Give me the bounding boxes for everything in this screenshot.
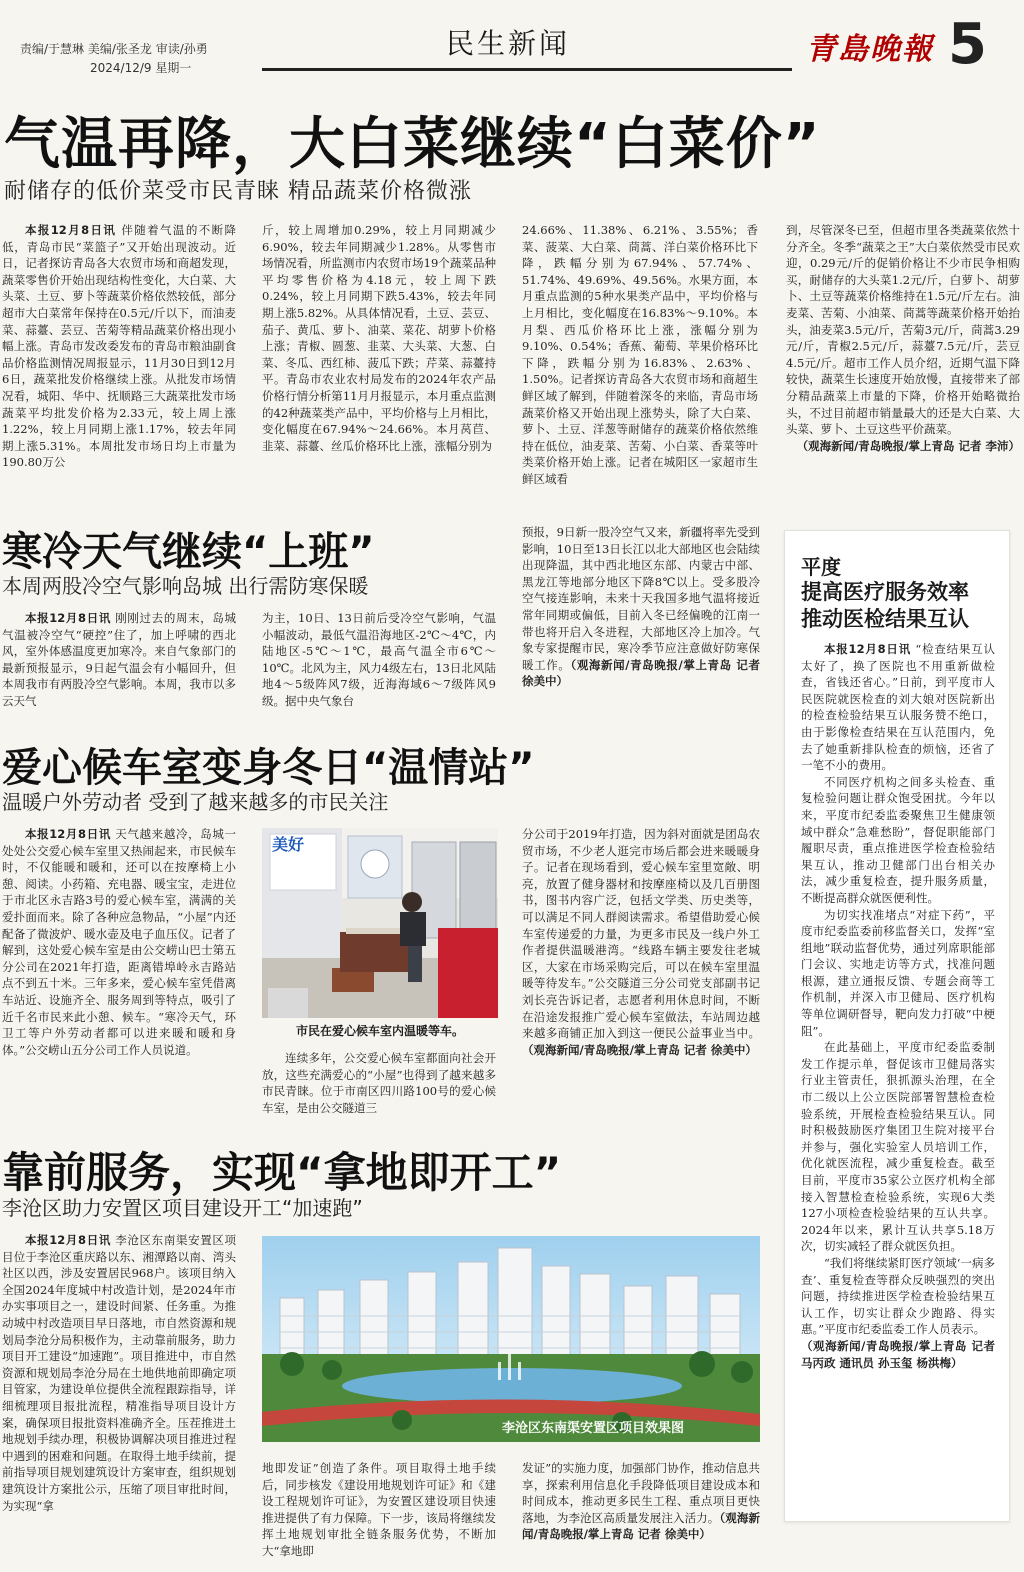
- sidebar-byline: （观海新闻/青岛晚报/掌上青岛 记者 马丙政 通讯员 孙玉玺 杨洪梅）: [801, 1338, 995, 1370]
- sidebar-para-1: “检查结果互认太好了，换了医院也不用重新做检查，省钱还省心。”日前，到平度市人民医院就医检查的刘大娘对医院新出的检查检验结果互认服务赞不绝口，由于影像检查结果在互认范围内，免去了她重新排队检查的烦恼，还省了一笔不小的费用。: [801, 642, 995, 773]
- article1-column-2: [262, 222, 496, 502]
- resettlement-project-rendering: [262, 1236, 760, 1442]
- sidebar-para-5: “我们将继续紧盯医疗领域‘一病多查’、重复检查等群众反映强烈的突出问题，持续推进医学检查检验结果互认工作，切实让群众少跑路、得实惠。”平度市纪委监委工作人员表示。: [801, 1255, 995, 1337]
- sidebar-headline-line-1: 提高医疗服务效率: [801, 580, 969, 604]
- sidebar-body: [801, 641, 995, 1511]
- article1-subheadline: 耐储存的低价菜受市民青睐 精品蔬菜价格微涨: [4, 179, 472, 204]
- page-number: 5: [948, 12, 987, 77]
- article1-dateline: 本报12月8日讯: [25, 223, 117, 237]
- article2-headline: 寒冷天气继续“上班”: [2, 529, 375, 575]
- article3-column-2: [262, 1050, 496, 1130]
- article3-subheadline: 温暖户外劳动者 受到了越来越多的市民关注: [2, 790, 389, 814]
- article1-byline: （观海新闻/青岛晚报/掌上青岛 记者 李沛）: [796, 438, 1020, 453]
- article1-text-1: 伴随着气温的不断降低，青岛市民“菜篮子”又开始出现波动。近日，记者探访青岛各大农贸市场和商超发现，蔬菜零售价开始出现结构性变化，大白菜、大头菜、土豆、萝卜等蔬菜价格依然较低，部分超市大白菜常年保持在0.5元/斤以下，而油麦菜、蒜薹、芸豆、苦菊等精品蔬菜价格出现小幅上涨。青岛市发改委发布的青岛市粮油副食品价格监测情况周报显示，11月30日到12月6日，蔬菜批发价格继续上涨。从批发市场情况看，城阳、华中、抚顺路三大蔬菜批发市场蔬菜平均批发价格为2.33元，较上周上涨1.22%，较上月同期上涨1.17%，较去年同期上涨5.31%。本周批发市场日均上市量为190.80万公: [2, 223, 236, 470]
- article4-headline: 靠前服务，实现“拿地即开工”: [2, 1148, 562, 1197]
- issue-date: 2024/12/9 星期一: [90, 61, 192, 75]
- newspaper-logo: 青島晚報: [806, 32, 934, 67]
- photo-wall-sign: 美好: [272, 835, 305, 854]
- sidebar-headline: [801, 579, 969, 633]
- sidebar-headline-line-2: 推动医检结果互认: [801, 607, 969, 631]
- article1-text-3: 24.66%、11.38%、6.21%、3.55%；香菜、菠菜、大白菜、茼蒿、洋白菜价格环比下降，跌幅分别为67.94%、57.74%、51.74%、49.69%、49.56%。水果方面，本月重点监测的5种水果类产品中，平均价格与上月相比，变化幅度在16.83%～9.10%。本月梨、西瓜价格环比上涨，涨幅分别为9.10%、0.54%；香蕉、葡萄、苹果价格环比下降，跌幅分别为16.83%、2.63%、1.50%。记者探访青岛各大农贸市场和商超生鲜区域了解到，伴随着深冬的来临，青岛市场蔬菜价格又开始出现上涨势头，除了大白菜、萝卜、土豆、洋葱等耐储存的蔬菜价格依然维持在低位，油麦菜、苦菊、小白菜、香菜等叶类菜价格开始上涨。记者在城阳区一家超市生鲜区域看: [522, 223, 758, 486]
- article4-column-3: [522, 1460, 760, 1564]
- header-rule: [262, 68, 792, 71]
- article2-text-2: 为主，10日、13日前后受冷空气影响，气温小幅波动，最低气温沿海地区-2℃～4℃，内陆地区-5℃～1℃，最高气温全市6℃～10℃。北风为主，风力4级左右，13日北风陆地4～5级阵风7级，近海海域6～7级阵风9级。据中央气象台: [262, 611, 496, 708]
- article3-text-3: 分公司于2019年打造，因为斜对面就是团岛农贸市场，不少老人逛完市场后都会进来暖暖身子。记者在现场看到，爱心候车室里宽敞、明亮，放置了健身器材和按摩座椅以及几百册图书，图书内容广泛，包括文学类、历史类等，可以满足不同人群阅读需求。希望借助爱心候车室传递爱的力量，为更多市民及一线户外工作者提供温暖港湾。“线路车辆主要发往老城区，大家在市场采购完后，可以在候车室里温暖等待发车。”公交隧道三分公司党支部副书记刘长亮告诉记者，志愿者利用休息时间，不断在沿途发报推广爱心候车室做法，车站周边越来越多商铺正加入到这一便民公益事业当中。: [522, 827, 760, 1041]
- article3-column-3: [522, 826, 760, 1126]
- article1-column-4: [786, 222, 1020, 502]
- article1-text-4: 到，尽管深冬已至，但超市里各类蔬菜依然十分齐全。冬季“蔬菜之王”大白菜依然受市民欢迎，0.29元/斤的促销价格让不少市民争相购买，耐储存的大头菜1.2元/斤，白萝卜、胡萝卜、土豆等蔬菜价格维持在1.5元/斤左右。油麦菜、苦菊、小油菜、茼蒿等蔬菜价格开始抬头，油麦菜3.5元/斤，苦菊3元/斤，茼蒿3.29元/斤，青椒2.5元/斤，蒜薹7.5元/斤，芸豆4.5元/斤。超市工作人员介绍，近期气温下降较快，蔬菜生长速度开始放慢，直接带来了部分精品蔬菜上市量的下降，价格开始略微抬头，不过目前超市销量最大的还是大白菜、大头菜、萝卜、土豆这些平价蔬菜。: [786, 223, 1020, 437]
- article4-text-3: 发证”的实施力度，加强部门协作，推动信息共享，探索利用信息化手段降低项目建设成本和时间成本，推动更多民生工程、重点项目更快落地，为李沧区高质量发展注入活力。: [522, 1461, 760, 1525]
- article1-column-1: [2, 222, 236, 502]
- sidebar-article-box: [784, 530, 1010, 1522]
- article4-column-1: [2, 1232, 236, 1564]
- article1-headline: 气温再降，大白菜继续“白菜价”: [4, 112, 821, 177]
- article2-subheadline: 本周两股冷空气影响岛城 出行需防寒保暖: [2, 574, 369, 598]
- article3-byline: （观海新闻/青岛晚报/掌上青岛 记者 徐美中）: [522, 1042, 757, 1057]
- sidebar-para-4: 在此基础上，平度市纪委监委制发工作提示单，督促该市卫健局落实行业主管责任，狠抓源头治理，在全市二级以上公立医院部署智慧检查检验系统，开展检查检验结果互认。同时积极鼓励医疗集团卫生院对接平台并参与，强化实验室人员培训工作，优化就医流程，减少重复检查。截至目前，平度市35家公立医疗机构全部接入智慧检查检验系统，实现6大类127小项检查检验结果的互认共享。2024年以来，累计互认共享5.18万次，切实减轻了群众就医负担。: [801, 1040, 995, 1254]
- article2-text-3: 预报，9日新一股冷空气又来，新疆将率先受到影响，10日至13日长江以北大部地区也会陆续出现降温，其中西北地区东部、内蒙古中部、黑龙江等地部分地区下降8℃以上。受多股冷空气接连影响，未来十天我国多地气温将接近常年同期或偏低，目前入冬已经偏晚的江南一带也将开启入冬进程，大部地区冷上加冷。气象专家提醒市民，寒冷季节应注意做好防寒保暖工作。: [522, 525, 760, 672]
- photo-caption: 市民在爱心候车室内温暖等车。: [295, 1024, 464, 1038]
- sidebar-para-3: 为切实找准堵点“对症下药”，平度市纪委监委前移监督关口，发挥“室组地”联动监督优势，通过列席职能部门会议、实地走访等方式，找准问题根源，建立通报反馈、专题会商等工作机制，并深入市卫健局、医疗机构等单位调研督导，靶向发力打破“中梗阻”。: [801, 907, 995, 1038]
- page-credits: [20, 40, 208, 78]
- article4-subheadline: 李沧区助力安置区项目建设开工“加速跑”: [2, 1196, 363, 1220]
- article2-byline: （观海新闻/青岛晚报/掌上青岛 记者 徐美中）: [522, 657, 760, 689]
- article4-text-1: 李沧区东南渠安置区项目位于李沧区重庆路以东、湘潭路以南、湾头社区以西，涉及安置居民968户。该项目纳入全国2024年度城中村改造计划，是2024年市办实事项目之一，建设时间紧、任务重。为推动城中村改造项目早日落地，市自然资源和规划局李沧分局积极作为，主动靠前服务，助力项目开工建设“加速跑”。项目推进中，市自然资源和规划局李沧分局在土地供地前即确定项目管家，为建设单位提供全流程跟踪指导，详细梳理项目报批流程，精准指导项目设计方案，确保项目报批资料准确齐全。压茬推进土地规划手续办理，积极协调解决项目推进过程中遇到的困难和问题。在取得土地手续前，提前指导项目规划建筑设计方案审查，组织规划建筑设计方案批公示，压缩了项目审批时间，为实现“拿: [2, 1233, 236, 1513]
- article1-text-2: 斤，较上周增加0.29%，较上月同期减少6.90%，较去年同期减少1.28%。从零售市场情况看，所监测市内农贸市场19个蔬菜品种平均零售价格为4.18元，较上周下跌0.24%，较上月同期下跌5.43%，较去年同期上涨5.82%。从具体情况看，土豆、芸豆、茄子、黄瓜、萝卜、油菜、菜花、胡萝卜价格上涨；青椒、圆葱、韭菜、大头菜、大葱、白菜、冬瓜、西红柿、菠瓜下跌；芹菜、蒜薹持平。青岛市农业农村局发布的2024年农产品价格行情分析第11月月报显示，本月重点监测的42种蔬菜类产品中，平均价格与上月相比，变化幅度在67.94%～24.66%。本月莴苣、韭菜、蒜薹、丝瓜价格环比上涨，涨幅分别为: [262, 223, 496, 453]
- article3-column-1: [2, 826, 236, 1126]
- sidebar-kicker: 平度: [801, 555, 841, 579]
- article3-headline: 爱心候车室变身冬日“温情站”: [2, 745, 535, 791]
- article4-text-2: 地即发证”创造了条件。项目取得土地手续后，同步核发《建设用地规划许可证》和《建设工程规划许可证》，为安置区建设项目快速推进提供了有力保障。下一步，该局将继续发挥土地规划审批全链条服务优势，不断加大“拿地即: [262, 1461, 496, 1558]
- article2-column-3: [522, 524, 760, 720]
- article1-column-3: [522, 222, 758, 502]
- sidebar-dateline: 本报12月8日讯: [824, 642, 911, 656]
- editor-credits: 责编/于慧琳 美编/张圣龙 审读/孙勇: [20, 42, 208, 56]
- article2-dateline: 本报12月8日讯: [25, 611, 111, 625]
- waiting-room-photo: [262, 828, 498, 1018]
- article4-column-2: [262, 1460, 496, 1564]
- rendering-overlay-caption: 李沧区东南渠安置区项目效果图: [502, 1421, 685, 1436]
- article2-text-1: 刚刚过去的周末，岛城气温被冷空气“硬控”住了，加上呼啸的西北风，室外体感温度更加寒冷。来自气象部门的最新预报显示，9日起气温会有小幅回升，但本周我市有两股冷空气影响。本周，我市以多云天气: [2, 611, 236, 708]
- article3-text-1: 天气越来越冷，岛城一处处公交爱心候车室里又热闹起来，市民候车时，不仅能暖和暖和，还可以在按摩椅上小憩、阅读。小药箱、充电器、暖宝宝，走进位于市北区永吉路3号的爱心候车室，满满的关爱扑面而来。除了各种应急物品，“小屋”内还配备了微波炉、暖水壶及电子血压仪。记者了解到，这处爱心候车室是由公交崂山巴士第五分公司在2021年打造，距离错埠岭永吉路站点不到五十米。三年多来，爱心候车室凭借离车站近、设施齐全、服务周到等特点，吸引了近千名市民来此小憩、候车。“寒冷天气，环卫工等户外劳动者都可以进来暖和暖和身体。”公交崂山五分公司工作人员说道。: [2, 827, 236, 1057]
- article3-dateline: 本报12月8日讯: [25, 827, 111, 841]
- article4-byline: （观海新闻/青岛晚报/掌上青岛 记者 徐美中）: [522, 1510, 760, 1542]
- article3-text-2: 连续多年，公交爱心候车室都面向社会开放，这些充满爱心的“小屋”也得到了越来越多市民青睐。位于市南区四川路100号的爱心候车室，是由公交隧道三: [262, 1051, 496, 1115]
- article4-dateline: 本报12月8日讯: [25, 1233, 111, 1247]
- sidebar-para-2: 不同医疗机构之间多头检查、重复检验问题让群众饱受困扰。今年以来，平度市纪委监委聚焦卫生健康领域中群众“急难愁盼”，督促职能部门履职尽责，重点推进医学检查检验结果互认，推动卫健部门出台相关办法，减少重复检查，提升服务质量，不断提高群众就医便利性。: [801, 774, 995, 905]
- section-title: 民生新闻: [446, 27, 571, 60]
- article2-column-1: [2, 610, 236, 720]
- article2-column-2: [262, 610, 496, 720]
